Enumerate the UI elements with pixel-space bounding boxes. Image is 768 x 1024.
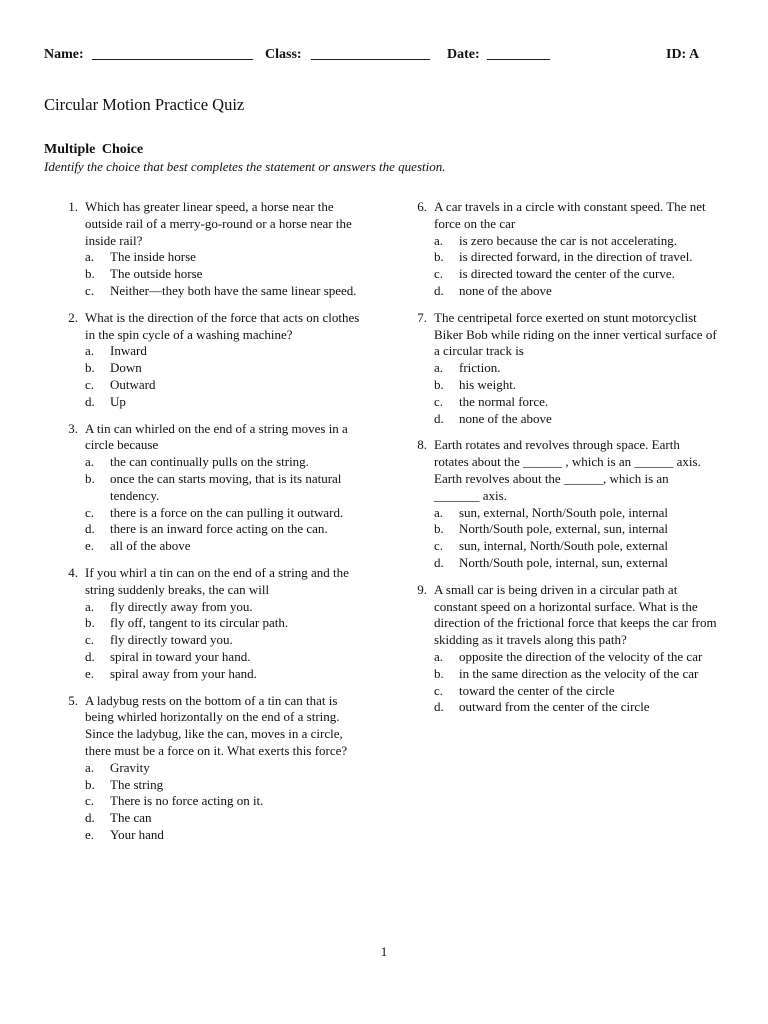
option-text: The outside horse — [110, 266, 203, 282]
answer-option[interactable] — [85, 471, 368, 505]
answer-option[interactable] — [85, 615, 368, 632]
option-text: sun, external, North/South pole, internal — [459, 504, 669, 520]
class-label: Class: — [265, 47, 302, 62]
option-letter: a. — [434, 648, 444, 664]
answer-option[interactable] — [434, 683, 717, 700]
question-number: 6. — [417, 199, 427, 214]
option-text: opposite the direction of the velocity of the car — [459, 648, 703, 664]
question-7 — [407, 310, 717, 428]
page-number: 1 — [380, 944, 388, 959]
answer-option[interactable] — [434, 233, 717, 250]
option-letter: d. — [85, 648, 95, 664]
answer-option[interactable] — [434, 283, 717, 300]
option-letter: c. — [85, 793, 95, 809]
option-text: toward the center of the circle — [459, 682, 615, 698]
option-text: Neither—they both have the same linear speed. — [110, 282, 357, 298]
option-letter: e. — [85, 826, 95, 842]
option-text: Inward — [110, 343, 147, 359]
option-letter: b. — [434, 376, 444, 392]
answer-option[interactable] — [85, 377, 368, 394]
option-text: is directed forward, in the direction of travel. — [459, 249, 693, 265]
question-stem: A small car is being driven in a circular path at constant speed on a horizontal surface. What is the direction of the frictional force that keeps the car from skidding as it travels along this path? — [434, 581, 717, 648]
question-stem: A car travels in a circle with constant speed. The net force on the car — [434, 199, 706, 231]
option-letter: d. — [434, 699, 444, 715]
question-9 — [407, 582, 717, 716]
option-text: Up — [110, 393, 126, 409]
option-letter: a. — [85, 454, 95, 470]
answer-option[interactable] — [85, 793, 368, 810]
question-number: 9. — [417, 581, 427, 597]
option-text: outward from the center of the circle — [459, 699, 650, 715]
option-text: The string — [110, 776, 164, 792]
option-letter: e. — [85, 538, 95, 554]
option-letter: c. — [85, 504, 95, 520]
question-number: 4. — [68, 564, 78, 580]
option-text: Down — [110, 360, 142, 376]
option-letter: a. — [85, 343, 95, 359]
question-2 — [58, 310, 368, 411]
answer-option[interactable] — [85, 505, 368, 522]
option-letter: c. — [434, 682, 444, 698]
option-letter: c. — [85, 282, 95, 298]
option-text: is zero because the car is not accelerating. — [459, 232, 677, 248]
answer-option[interactable] — [85, 394, 368, 411]
answer-option[interactable] — [85, 599, 368, 616]
option-text: North/South pole, external, sun, internal — [459, 521, 669, 537]
answer-option[interactable] — [85, 827, 368, 844]
questions-left-column — [58, 199, 368, 854]
answer-option[interactable] — [85, 810, 368, 827]
date-blank: _________ — [487, 47, 550, 62]
option-text: the can continually pulls on the string. — [110, 454, 309, 470]
question-number: 5. — [68, 692, 78, 708]
answer-option[interactable] — [85, 777, 368, 794]
option-letter: d. — [85, 810, 95, 826]
question-stem: If you whirl a tin can on the end of a string and the string suddenly breaks, the can will — [85, 564, 349, 597]
option-letter: c. — [434, 538, 444, 554]
option-letter: a. — [434, 232, 444, 248]
section-instructions: Identify the choice that best completes the statement or answers the question. — [44, 159, 446, 174]
answer-option[interactable] — [85, 454, 368, 471]
question-8 — [407, 437, 717, 571]
option-text: Gravity — [110, 759, 150, 775]
page-title: Circular Motion Practice Quiz — [44, 95, 245, 114]
answer-option[interactable] — [434, 360, 717, 377]
answer-option[interactable] — [85, 343, 368, 360]
answer-option[interactable] — [434, 699, 717, 716]
option-letter: d. — [85, 393, 95, 409]
questions-right-column — [407, 199, 717, 726]
answer-option[interactable] — [434, 666, 717, 683]
option-text: fly off, tangent to its circular path. — [110, 615, 289, 631]
answer-option[interactable] — [85, 521, 368, 538]
answer-option[interactable] — [434, 377, 717, 394]
option-text: all of the above — [110, 538, 191, 554]
name-label: Name: — [44, 47, 84, 62]
option-text: Outward — [110, 376, 156, 392]
option-letter: a. — [434, 360, 444, 376]
class-blank: _________________ — [311, 47, 430, 62]
question-number: 8. — [417, 437, 427, 453]
option-letter: a. — [85, 598, 95, 614]
id-label: ID: A — [666, 47, 700, 62]
question-stem: Which has greater linear speed, a horse near the outside rail of a merry-go-round or a horse near the inside rail? — [85, 199, 352, 248]
option-text: There is no force acting on it. — [110, 793, 264, 809]
question-stem: The centripetal force exerted on stunt motorcyclist Biker Bob while riding on the inner vertical surface of a circular track is — [434, 309, 717, 359]
answer-option[interactable] — [434, 266, 717, 283]
answer-option[interactable] — [434, 521, 717, 538]
option-text: friction. — [459, 360, 501, 376]
question-3 — [58, 421, 368, 555]
option-letter: b. — [85, 360, 95, 376]
section-title: Multiple Choice — [44, 142, 144, 157]
question-stem: A ladybug rests on the bottom of a tin can that is being whirled horizontally on the end of a string. Since the ladybug, like the can, moves in a circle, there must be a force on it. What exerts this force? — [85, 692, 348, 758]
option-text: in the same direction as the velocity of the car — [459, 665, 699, 681]
answer-option[interactable] — [434, 555, 717, 572]
option-letter: b. — [434, 665, 444, 681]
option-letter: b. — [434, 521, 444, 537]
option-letter: d. — [434, 282, 444, 298]
option-letter: c. — [434, 393, 444, 409]
answer-option[interactable] — [85, 538, 368, 555]
question-4 — [58, 565, 368, 683]
option-text: is directed toward the center of the curve. — [459, 266, 675, 282]
option-text: sun, internal, North/South pole, external — [459, 538, 669, 554]
option-letter: b. — [85, 776, 95, 792]
option-text: The inside horse — [110, 249, 196, 265]
question-stem: What is the direction of the force that acts on clothes in the spin cycle of a washing machine? — [85, 309, 360, 342]
answer-option[interactable] — [434, 394, 717, 411]
option-text: spiral in toward your hand. — [110, 648, 251, 664]
option-letter: b. — [85, 615, 95, 631]
question-5 — [58, 693, 368, 844]
option-text: fly directly away from you. — [110, 598, 253, 614]
option-letter: c. — [85, 632, 95, 648]
answer-option[interactable] — [85, 266, 368, 283]
question-number: 2. — [68, 309, 78, 325]
question-number: 7. — [417, 309, 427, 325]
option-text: the normal force. — [459, 393, 549, 409]
option-letter: b. — [85, 266, 95, 282]
option-text: his weight. — [459, 376, 517, 392]
answer-option[interactable] — [85, 760, 368, 777]
option-letter: a. — [434, 504, 444, 520]
answer-option[interactable] — [434, 538, 717, 555]
answer-option[interactable] — [85, 649, 368, 666]
option-text: Your hand — [110, 826, 164, 842]
answer-option[interactable] — [434, 649, 717, 666]
option-letter: d. — [434, 410, 444, 426]
option-text: spiral away from your hand. — [110, 665, 257, 681]
question-number: 3. — [68, 420, 78, 436]
option-letter: a. — [85, 249, 95, 265]
option-text: once the can starts moving, that is its natural tendency. — [110, 470, 342, 503]
option-letter: a. — [85, 759, 95, 775]
option-letter: c. — [434, 266, 444, 282]
option-text: fly directly toward you. — [110, 632, 233, 648]
name-blank: _______________________ — [92, 47, 253, 62]
option-text: there is a force on the can pulling it outward. — [110, 504, 344, 520]
option-letter: d. — [85, 521, 95, 537]
option-text: The can — [110, 810, 152, 826]
option-text: North/South pole, internal, sun, external — [459, 554, 669, 570]
question-stem: A tin can whirled on the end of a string moves in a circle because — [85, 420, 348, 453]
question-number: 1. — [68, 199, 78, 214]
question-stem: Earth rotates and revolves through space. Earth rotates about the ______ , which is an ______ axis. Earth revolves about the ______, which is an _______ axis. — [434, 437, 701, 503]
option-letter: e. — [85, 665, 95, 681]
answer-option[interactable] — [85, 632, 368, 649]
option-letter: c. — [85, 376, 95, 392]
option-text: none of the above — [459, 282, 552, 298]
question-1 — [58, 199, 368, 300]
answer-option[interactable] — [434, 411, 717, 428]
option-letter: b. — [434, 249, 444, 265]
answer-option[interactable] — [85, 360, 368, 377]
answer-option[interactable] — [434, 249, 717, 266]
answer-option[interactable] — [85, 666, 368, 683]
date-label: Date: — [447, 47, 480, 62]
option-text: none of the above — [459, 410, 552, 426]
answer-option[interactable] — [85, 249, 368, 266]
answer-option[interactable] — [85, 283, 368, 300]
option-letter: d. — [434, 554, 444, 570]
answer-option[interactable] — [434, 505, 717, 522]
student-info-header — [44, 47, 704, 65]
option-letter: b. — [85, 470, 95, 486]
option-text: there is an inward force acting on the can. — [110, 521, 328, 537]
question-6 — [407, 199, 717, 300]
